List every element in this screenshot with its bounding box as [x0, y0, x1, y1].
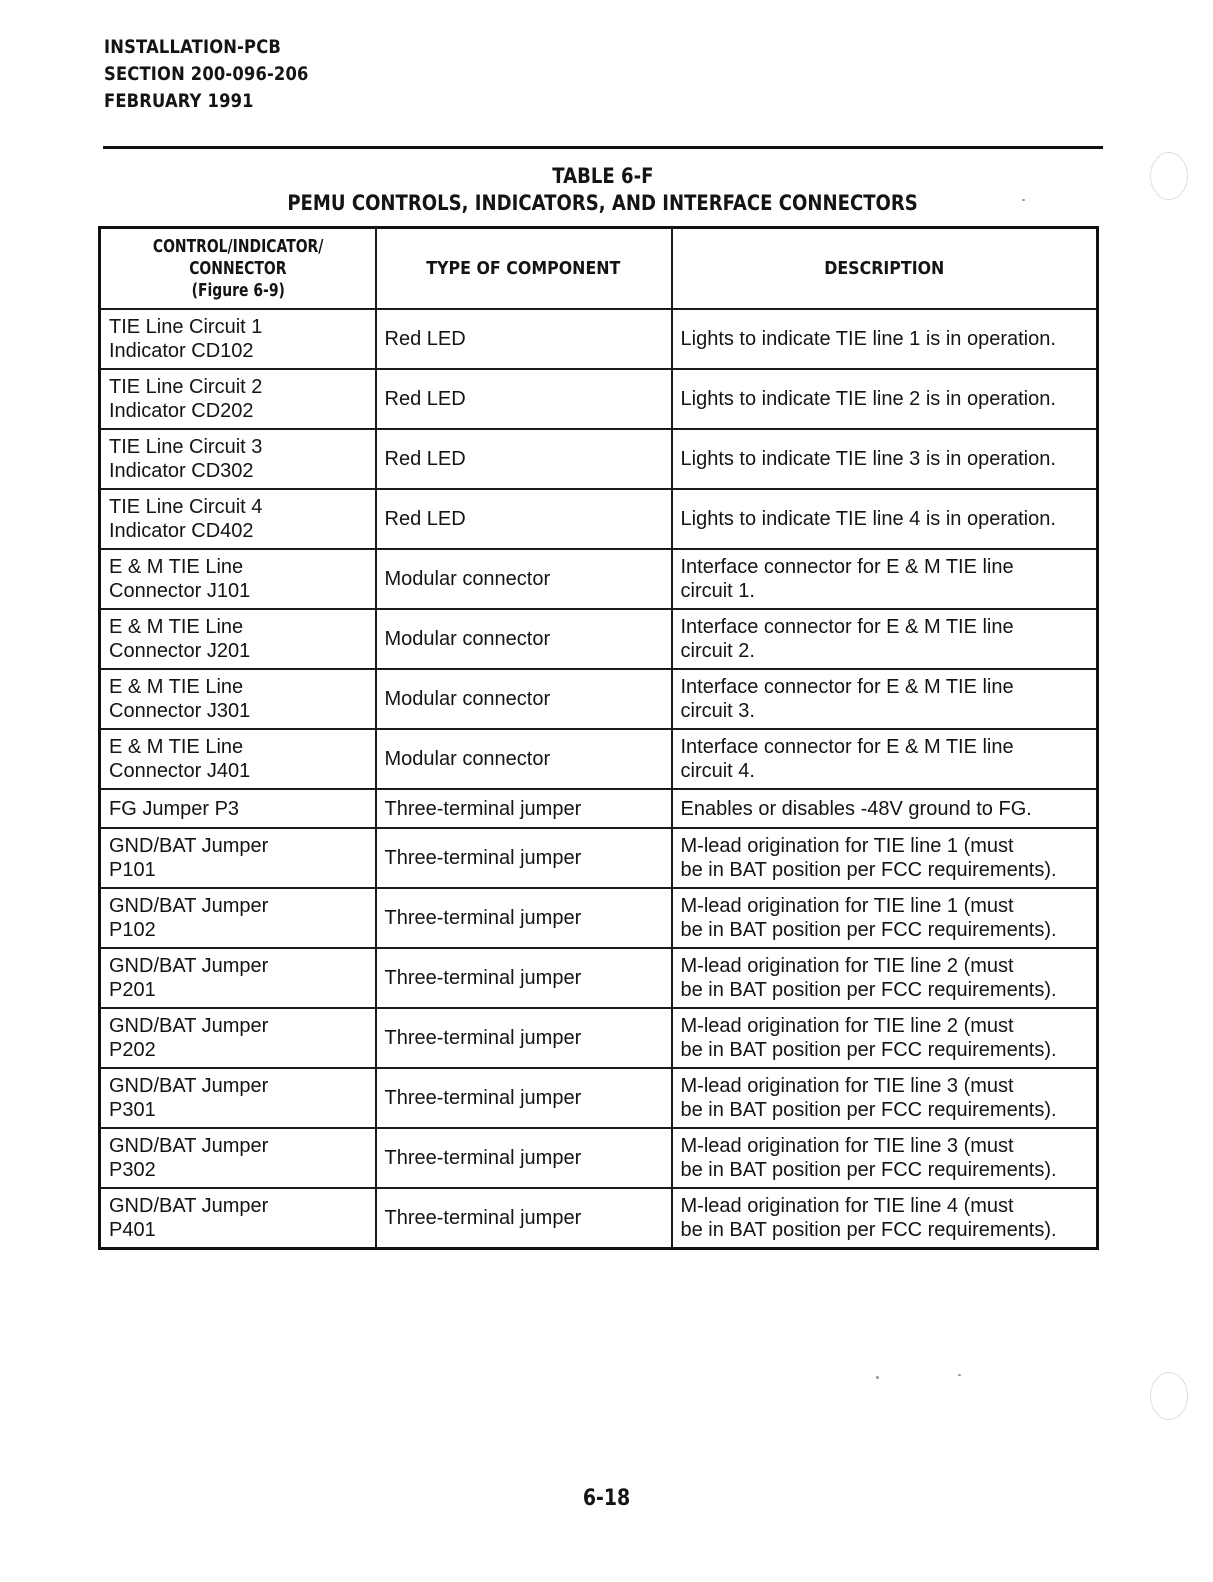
- scan-speck: [876, 1376, 879, 1379]
- description-cell: [672, 1128, 1098, 1188]
- description-cell: [672, 888, 1098, 948]
- control-cell: [100, 1008, 376, 1068]
- control-cell-line: P202: [109, 1039, 156, 1061]
- type-cell: Red LED: [376, 369, 672, 429]
- type-cell: Three-terminal jumper: [376, 1188, 672, 1249]
- description-cell: [672, 489, 1098, 549]
- type-cell: Three-terminal jumper: [376, 888, 672, 948]
- description-cell: [672, 369, 1098, 429]
- description-cell: [672, 609, 1098, 669]
- description-cell: [672, 669, 1098, 729]
- control-cell: [100, 1188, 376, 1249]
- column-header-type: TYPE OF COMPONENT: [376, 228, 672, 310]
- type-cell: Three-terminal jumper: [376, 789, 672, 828]
- type-cell: Modular connector: [376, 669, 672, 729]
- control-cell-line: E & M TIE Line: [109, 556, 244, 578]
- description-cell-line: be in BAT position per FCC requirements).: [680, 1039, 1057, 1061]
- description-cell-line: Enables or disables -48V ground to FG.: [680, 797, 1032, 820]
- description-cell-line: M-lead origination for TIE line 2 (must: [680, 955, 1014, 977]
- control-cell-line: GND/BAT Jumper: [109, 835, 269, 857]
- description-cell-line: M-lead origination for TIE line 3 (must: [680, 1075, 1014, 1097]
- control-cell-line: GND/BAT Jumper: [109, 1015, 269, 1037]
- table-row: [100, 1068, 1098, 1128]
- table-row: [100, 828, 1098, 888]
- type-cell: Three-terminal jumper: [376, 1008, 672, 1068]
- table-row: [100, 549, 1098, 609]
- control-cell-line: Connector J101: [109, 580, 251, 602]
- control-cell-line: GND/BAT Jumper: [109, 1075, 269, 1097]
- scan-speck: [958, 1374, 961, 1376]
- control-cell: [100, 429, 376, 489]
- page-number: 6-18: [582, 1486, 631, 1511]
- column-header-control: [100, 228, 376, 310]
- control-cell-line: FG Jumper P3: [109, 797, 240, 820]
- description-cell-line: circuit 1.: [680, 580, 755, 602]
- description-cell-line: circuit 2.: [680, 640, 755, 662]
- control-cell-line: Connector J301: [109, 700, 251, 722]
- control-cell-line: Indicator CD402: [109, 520, 254, 542]
- control-cell-line: P301: [109, 1099, 156, 1121]
- table-row: [100, 669, 1098, 729]
- column-header-control-line: (Figure 6-9): [191, 279, 285, 301]
- description-cell-line: circuit 3.: [680, 700, 755, 722]
- table-row: [100, 489, 1098, 549]
- type-cell: Red LED: [376, 429, 672, 489]
- type-cell: Three-terminal jumper: [376, 1128, 672, 1188]
- description-cell: [672, 309, 1098, 369]
- table-row: [100, 888, 1098, 948]
- type-cell: Modular connector: [376, 549, 672, 609]
- description-cell-line: Interface connector for E & M TIE line: [680, 556, 1014, 578]
- description-cell-line: be in BAT position per FCC requirements).: [680, 1099, 1057, 1121]
- description-cell: [672, 948, 1098, 1008]
- control-cell-line: TIE Line Circuit 1: [109, 316, 263, 338]
- control-cell-line: TIE Line Circuit 3: [109, 436, 263, 458]
- control-cell: [100, 789, 376, 828]
- control-cell-line: P201: [109, 979, 156, 1001]
- description-cell-line: M-lead origination for TIE line 2 (must: [680, 1015, 1014, 1037]
- control-cell-line: P302: [109, 1159, 156, 1181]
- header-rule: [103, 146, 1103, 149]
- description-cell-line: be in BAT position per FCC requirements).: [680, 1219, 1057, 1241]
- punch-hole-mark: [1150, 1372, 1188, 1420]
- table-caption: PEMU CONTROLS, INDICATORS, AND INTERFACE CONNECTORS: [287, 191, 919, 215]
- description-cell-line: Lights to indicate TIE line 2 is in operation.: [680, 388, 1056, 410]
- control-cell-line: GND/BAT Jumper: [109, 1135, 269, 1157]
- table-row: [100, 1008, 1098, 1068]
- control-cell-line: TIE Line Circuit 2: [109, 376, 263, 398]
- table-row: [100, 948, 1098, 1008]
- control-cell: [100, 1128, 376, 1188]
- header-doc-type: INSTALLATION-PCB: [104, 36, 281, 58]
- description-cell: [672, 429, 1098, 489]
- control-cell-line: Indicator CD202: [109, 400, 254, 422]
- control-cell: [100, 549, 376, 609]
- control-cell-line: Indicator CD302: [109, 460, 254, 482]
- control-cell-line: GND/BAT Jumper: [109, 1195, 269, 1217]
- column-header-control-line: CONTROL/INDICATOR/: [152, 235, 324, 257]
- control-cell-line: P101: [109, 859, 156, 881]
- description-cell-line: be in BAT position per FCC requirements).: [680, 1159, 1057, 1181]
- description-cell-line: Lights to indicate TIE line 3 is in operation.: [680, 448, 1056, 470]
- description-cell-line: Interface connector for E & M TIE line: [680, 676, 1014, 698]
- description-cell: [672, 828, 1098, 888]
- document-header: [104, 34, 309, 115]
- description-cell-line: M-lead origination for TIE line 1 (must: [680, 835, 1014, 857]
- description-cell: [672, 789, 1098, 828]
- description-cell-line: M-lead origination for TIE line 1 (must: [680, 895, 1014, 917]
- description-cell: [672, 1188, 1098, 1249]
- column-header-control-line: CONNECTOR: [189, 257, 287, 279]
- control-cell-line: E & M TIE Line: [109, 676, 244, 698]
- table-row: [100, 1188, 1098, 1249]
- control-cell-line: Connector J201: [109, 640, 251, 662]
- control-cell: [100, 309, 376, 369]
- control-cell: [100, 609, 376, 669]
- description-cell-line: be in BAT position per FCC requirements).: [680, 919, 1057, 941]
- control-cell-line: P102: [109, 919, 156, 941]
- control-cell-line: Connector J401: [109, 760, 251, 782]
- control-cell: [100, 828, 376, 888]
- description-cell-line: be in BAT position per FCC requirements).: [680, 979, 1057, 1001]
- control-cell: [100, 729, 376, 789]
- description-cell: [672, 1068, 1098, 1128]
- description-cell-line: Interface connector for E & M TIE line: [680, 616, 1014, 638]
- scan-speck: [1022, 199, 1025, 201]
- type-cell: Modular connector: [376, 609, 672, 669]
- type-cell: Red LED: [376, 309, 672, 369]
- description-cell-line: Interface connector for E & M TIE line: [680, 736, 1014, 758]
- table-row: [100, 609, 1098, 669]
- type-cell: Three-terminal jumper: [376, 828, 672, 888]
- table-header-row: [100, 228, 1098, 310]
- type-cell: Modular connector: [376, 729, 672, 789]
- table-title: [103, 163, 1103, 217]
- control-cell: [100, 888, 376, 948]
- control-cell-line: E & M TIE Line: [109, 616, 244, 638]
- type-cell: Red LED: [376, 489, 672, 549]
- description-cell-line: circuit 4.: [680, 760, 755, 782]
- table-row: [100, 369, 1098, 429]
- table-row: [100, 309, 1098, 369]
- type-cell: Three-terminal jumper: [376, 1068, 672, 1128]
- description-cell-line: be in BAT position per FCC requirements).: [680, 859, 1057, 881]
- components-table: [98, 226, 1099, 1250]
- table-row: [100, 729, 1098, 789]
- description-cell-line: M-lead origination for TIE line 3 (must: [680, 1135, 1014, 1157]
- table-row: [100, 1128, 1098, 1188]
- control-cell: [100, 1068, 376, 1128]
- control-cell: [100, 369, 376, 429]
- control-cell-line: GND/BAT Jumper: [109, 895, 269, 917]
- description-cell: [672, 729, 1098, 789]
- type-cell: Three-terminal jumper: [376, 948, 672, 1008]
- description-cell-line: M-lead origination for TIE line 4 (must: [680, 1195, 1014, 1217]
- table-row: [100, 429, 1098, 489]
- control-cell: [100, 489, 376, 549]
- table-body: [100, 309, 1098, 1249]
- control-cell-line: E & M TIE Line: [109, 736, 244, 758]
- column-header-description: DESCRIPTION: [672, 228, 1098, 310]
- description-cell-line: Lights to indicate TIE line 4 is in operation.: [680, 508, 1056, 530]
- header-date: FEBRUARY 1991: [104, 90, 254, 112]
- header-section: SECTION 200-096-206: [104, 63, 309, 85]
- table-row: [100, 789, 1098, 828]
- control-cell: [100, 948, 376, 1008]
- control-cell-line: Indicator CD102: [109, 340, 254, 362]
- control-cell-line: P401: [109, 1219, 156, 1241]
- control-cell-line: GND/BAT Jumper: [109, 955, 269, 977]
- description-cell: [672, 549, 1098, 609]
- control-cell-line: TIE Line Circuit 4: [109, 496, 263, 518]
- table-number: TABLE 6-F: [552, 164, 654, 188]
- control-cell: [100, 669, 376, 729]
- punch-hole-mark: [1150, 152, 1188, 200]
- description-cell: [672, 1008, 1098, 1068]
- description-cell-line: Lights to indicate TIE line 1 is in operation.: [680, 328, 1056, 350]
